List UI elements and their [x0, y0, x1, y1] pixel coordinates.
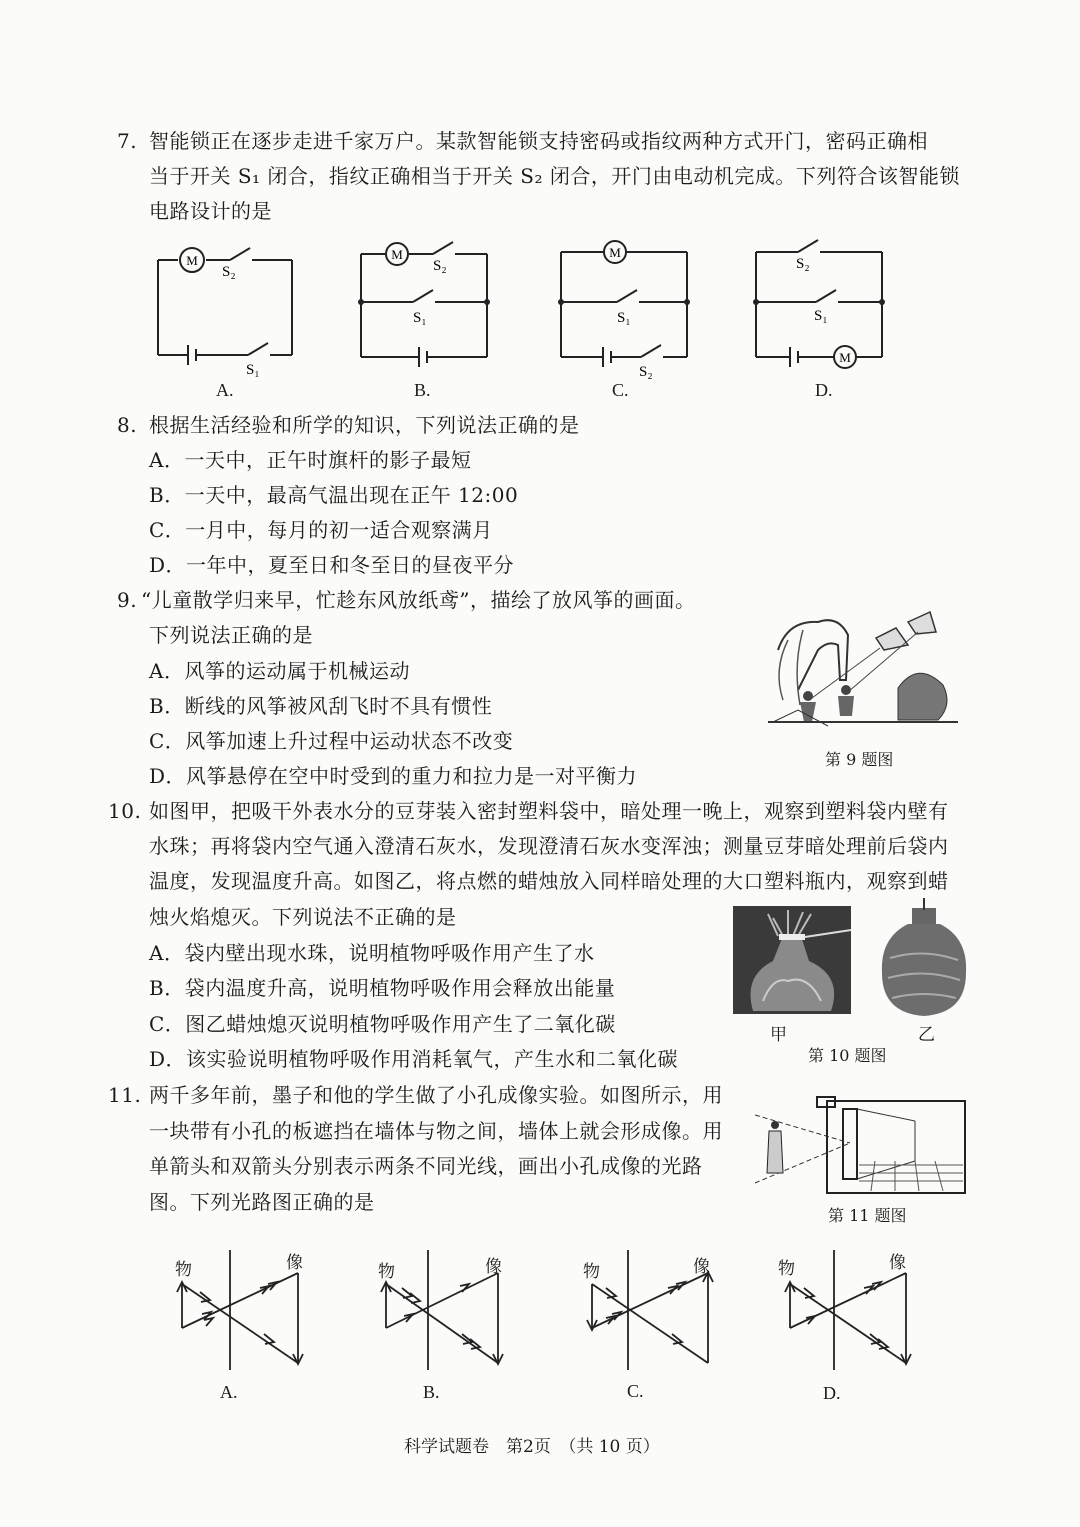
- q7-option-c: C.: [612, 380, 629, 400]
- q9-stem-line1: “儿童散学归来早，忙趁东风放纸鸢”，描绘了放风筝的画面。: [141, 588, 696, 612]
- switch-label-s1: S₁: [617, 310, 631, 326]
- kite-flying-illustration: [768, 610, 958, 735]
- q7-stem-line2: 当于开关 S₁ 闭合，指纹正确相当于开关 S₂ 闭合，开门由电动机完成。下列符合该智能锁: [149, 164, 960, 188]
- circuit-diagram-a: [150, 240, 300, 380]
- q7-option-d: D.: [815, 380, 833, 400]
- motor-label: M: [609, 245, 621, 260]
- q7-option-a: A.: [216, 380, 234, 400]
- q8-option-b: B．一天中，最高气温出现在正午 12:00: [149, 483, 519, 507]
- page-footer: 科学试题卷 第2页 （共 10 页）: [404, 1437, 660, 1457]
- q9-stem-line2: 下列说法正确的是: [149, 623, 313, 647]
- object-label-c: 物: [583, 1262, 600, 1282]
- bean-sprout-bag-photo: [733, 906, 851, 1014]
- image-label-c: 像: [693, 1257, 710, 1277]
- q11-stem-line4: 图。下列光路图正确的是: [149, 1190, 375, 1214]
- object-label-a: 物: [175, 1260, 192, 1280]
- q9-number: 9.: [117, 588, 138, 612]
- image-label-a: 像: [286, 1253, 303, 1273]
- q9-figure-caption: 第 9 题图: [825, 750, 894, 769]
- q9-option-b: B．断线的风筝被风刮飞时不具有惯性: [149, 694, 493, 718]
- q10-number: 10.: [108, 799, 142, 823]
- q8-option-d: D．一年中，夏至日和冬至日的昼夜平分: [149, 553, 515, 577]
- q10-figure-caption: 第 10 题图: [808, 1046, 887, 1065]
- q10-stem-line2: 水珠；再将袋内空气通入澄清石灰水，发现澄清石灰水变浑浊；测量豆芽暗处理前后袋内: [149, 834, 949, 858]
- q10-option-c: C．图乙蜡烛熄灭说明植物呼吸作用产生了二氧化碳: [149, 1012, 616, 1036]
- q10-stem-line4: 烛火焰熄灭。下列说法不正确的是: [149, 905, 457, 929]
- pinhole-camera-illustration: [755, 1095, 970, 1195]
- q11-option-c: C.: [627, 1381, 644, 1401]
- q11-stem-line1: 两千多年前，墨子和他的学生做了小孔成像实验。如图所示，用: [149, 1083, 723, 1107]
- q9-option-c: C．风筝加速上升过程中运动状态不改变: [149, 729, 514, 753]
- q9-option-d: D．风筝悬停在空中时受到的重力和拉力是一对平衡力: [149, 764, 638, 788]
- switch-label-s1: S₁: [246, 362, 260, 378]
- image-label-b: 像: [485, 1257, 502, 1277]
- figure-label-jia: 甲: [770, 1025, 787, 1045]
- switch-label-s2: S₂: [796, 256, 810, 272]
- q11-option-b: B.: [423, 1382, 440, 1402]
- switch-label-s2: S₂: [222, 264, 236, 280]
- object-label-d: 物: [778, 1259, 795, 1279]
- q7-stem-line1: 智能锁正在逐步走进千家万户。某款智能锁支持密码或指纹两种方式开门，密码正确相: [149, 129, 928, 153]
- q11-option-a: A.: [220, 1382, 238, 1402]
- q10-stem-line3: 温度，发现温度升高。如图乙，将点燃的蜡烛放入同样暗处理的大口塑料瓶内，观察到蜡: [149, 869, 949, 893]
- q10-option-a: A．袋内壁出现水珠，说明植物呼吸作用产生了水: [149, 941, 595, 965]
- q7-option-b: B.: [414, 380, 431, 400]
- q9-option-a: A．风筝的运动属于机械运动: [149, 659, 410, 683]
- circuit-diagram-c: [555, 240, 695, 380]
- q11-option-d: D.: [823, 1383, 841, 1403]
- switch-label-s1: S₁: [413, 310, 427, 326]
- motor-label: M: [186, 253, 198, 268]
- switch-label-s1: S₁: [814, 308, 828, 324]
- q8-number: 8.: [117, 413, 138, 437]
- q11-number: 11.: [108, 1083, 142, 1107]
- plastic-bottle-photo: [878, 898, 970, 1018]
- q8-option-c: C．一月中，每月的初一适合观察满月: [149, 518, 493, 542]
- switch-label-s2: S₂: [639, 364, 653, 380]
- q11-figure-caption: 第 11 题图: [828, 1206, 907, 1225]
- q7-number: 7.: [117, 129, 138, 153]
- q7-stem-line3: 电路设计的是: [149, 199, 272, 223]
- q11-stem-line2: 一块带有小孔的板遮挡在墙体与物之间，墙体上就会形成像。用: [149, 1119, 723, 1143]
- motor-label: M: [391, 247, 403, 262]
- q8-stem: 根据生活经验和所学的知识，下列说法正确的是: [149, 413, 580, 437]
- q10-stem-line1: 如图甲，把吸干外表水分的豆芽装入密封塑料袋中，暗处理一晚上，观察到塑料袋内壁有: [149, 799, 949, 823]
- q8-option-a: A．一天中，正午时旗杆的影子最短: [149, 448, 472, 472]
- image-label-d: 像: [889, 1253, 906, 1273]
- figure-label-yi: 乙: [918, 1025, 935, 1045]
- q11-stem-line3: 单箭头和双箭头分别表示两条不同光线，画出小孔成像的光路: [149, 1154, 703, 1178]
- circuit-diagram-d: [750, 240, 890, 380]
- switch-label-s2: S₂: [433, 258, 447, 274]
- motor-label: M: [839, 350, 851, 365]
- q10-option-d: D．该实验说明植物呼吸作用消耗氧气，产生水和二氧化碳: [149, 1047, 679, 1071]
- circuit-diagram-b: [355, 240, 495, 380]
- q10-option-b: B．袋内温度升高，说明植物呼吸作用会释放出能量: [149, 976, 616, 1000]
- object-label-b: 物: [378, 1262, 395, 1282]
